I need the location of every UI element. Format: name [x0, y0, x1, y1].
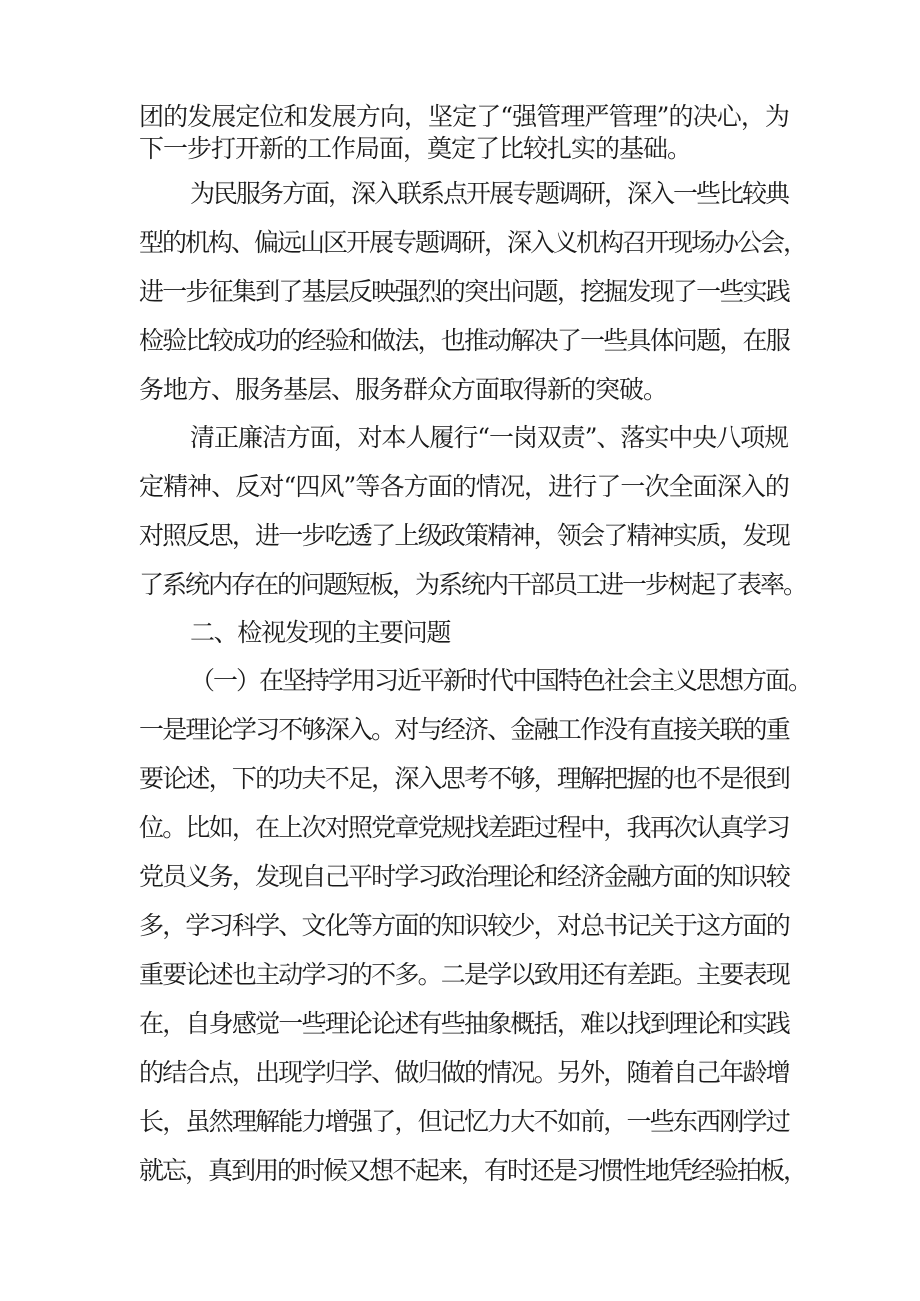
text-line: 的结合点，出现学归学、做归做的情况。另外，随着自己年龄增: [139, 1058, 789, 1087]
paragraph-first-line: 为民服务方面，深入联系点开展专题调研，深入一些比较典: [190, 179, 789, 208]
text-line: 长，虽然理解能力增强了，但记忆力大不如前，一些东西刚学过: [139, 1107, 789, 1136]
section-heading: 二、检视发现的主要问题: [190, 618, 450, 647]
text-line: 型的机构、偏远山区开展专题调研，深入义机构召开现场办公会，: [139, 228, 807, 257]
text-line: 要论述，下的功夫不足，深入思考不够，理解把握的也不是很到: [139, 764, 789, 793]
paragraph-first-line: 清正廉洁方面，对本人履行“一岗双责”、落实中央八项规: [190, 423, 788, 452]
text-line: 多，学习科学、文化等方面的知识较少，对总书记关于这方面的: [139, 911, 789, 940]
text-line: 了系统内存在的问题短板，为系统内干部员工进一步树起了表率。: [139, 570, 807, 599]
text-line: 位。比如，在上次对照党章党规找差距过程中，我再次认真学习: [139, 813, 789, 842]
text-line: 团的发展定位和发展方向，坚定了“强管理严管理”的决心，为: [139, 102, 789, 131]
text-line: 就忘，真到用的时候又想不起来，有时还是习惯性地凭经验拍板，: [139, 1156, 807, 1185]
subsection-heading: （一）在坚持学用习近平新时代中国特色社会主义思想方面。: [190, 666, 812, 695]
text-line: 重要论述也主动学习的不多。二是学以致用还有差距。主要表现: [139, 960, 789, 989]
text-line: 进一步征集到了基层反映强烈的突出问题，挖掘发现了一些实践: [139, 277, 789, 306]
text-line: 对照反思，进一步吃透了上级政策精神，领会了精神实质，发现: [139, 521, 789, 550]
text-line: 下一步打开新的工作局面，奠定了比较扎实的基础。: [139, 134, 691, 163]
text-line: 检验比较成功的经验和做法，也推动解决了一些具体问题，在服: [139, 326, 789, 355]
text-line: 定精神、反对“四风”等各方面的情况，进行了一次全面深入的: [139, 472, 789, 501]
text-line: 务地方、服务基层、服务群众方面取得新的突破。: [139, 375, 667, 404]
text-line: 一是理论学习不够深入。对与经济、金融工作没有直接关联的重: [139, 715, 789, 744]
text-line: 在，自身感觉一些理论论述有些抽象概括，难以找到理论和实践: [139, 1009, 789, 1038]
text-line: 党员义务，发现自己平时学习政治理论和经济金融方面的知识较: [139, 862, 789, 891]
